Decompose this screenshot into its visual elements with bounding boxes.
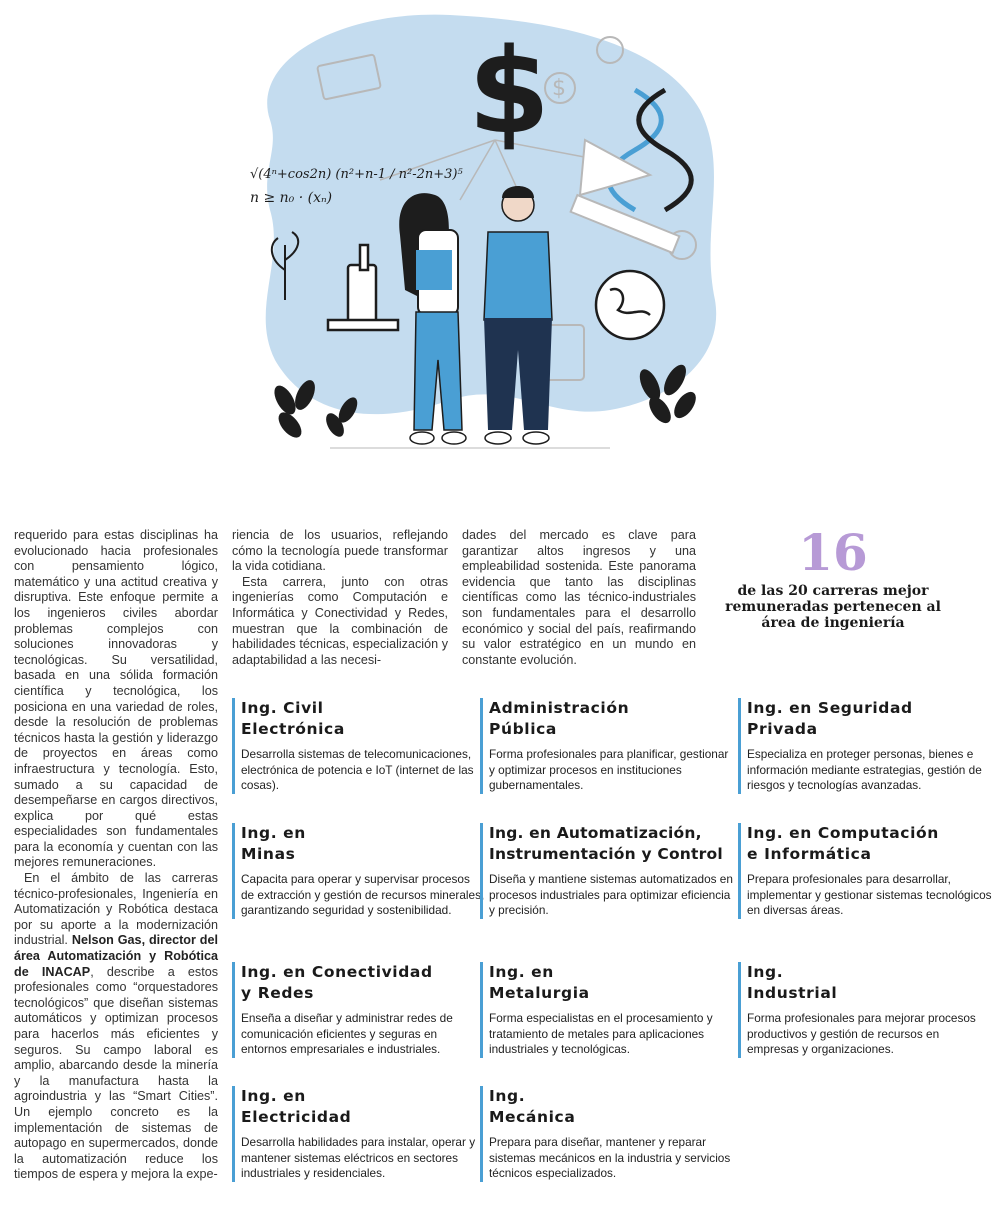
hero-illustration [230,0,730,470]
career-title [489,698,734,740]
career-card [232,823,486,919]
career-title [747,698,992,740]
stat-number: 16 [798,523,868,582]
career-title-line-2: Mecánica [489,1108,576,1126]
career-title-line-2: Pública [489,720,557,738]
career-card [232,1086,486,1182]
career-title [489,823,739,865]
career-description: Desarrolla sistemas de telecomunicaciones, electrónica de potencia e IoT (internet de las cosas). [241,747,474,792]
career-description: Desarrolla habilidades para instalar, operar y mantener sistemas eléctricos en sectores industriales y residenciales. [241,1135,476,1180]
globe-icon [596,271,664,339]
career-title-line-2: Industrial [747,984,838,1002]
career-card [232,962,486,1058]
article-column-2 [232,528,448,668]
article-text: En el ámbito de las carreras técnico-profesionales, Ingeniería en Automatización y Robótica destaca por su aporte a la modernización industrial. [14,871,218,948]
career-title [241,962,486,1004]
dollar-sign: $ [468,22,551,160]
career-title-line-1: Ing. Civil [241,699,324,717]
career-card [738,962,992,1058]
career-title-line-2: Electricidad [241,1108,352,1126]
career-card [232,698,486,794]
formula-line-2: n ≥ n₀ · (xₙ) [250,190,333,206]
article-paragraph [14,871,218,1183]
career-description: Especializa en proteger personas, bienes e información mediante estrategias, gestión de riesgos y tecnologías avanzadas. [747,747,982,792]
career-title [241,698,486,740]
coin-symbol-top: $ [552,76,566,101]
career-description: Prepara profesionales para desarrollar, implementar y gestionar sistemas tecnológicos en diversas áreas. [747,872,992,917]
career-description: Capacita para operar y supervisar procesos de extracción y gestión de recursos minerales, garantizando seguridad y sostenibilidad. [241,872,485,917]
career-title-line-1: Ing. en Automatización, [489,824,702,842]
career-title-line-1: Ing. en Computación [747,824,939,842]
article-column-1 [14,528,218,1183]
career-title-line-1: Ing. [747,963,784,981]
career-title-line-2: Instrumentación y Control [489,845,723,863]
career-card [480,962,734,1058]
career-card [738,823,992,919]
career-title [489,1086,734,1128]
career-description: Prepara para diseñar, mantener y reparar sistemas mecánicos en la industria y servicios técnicos especializados. [489,1135,731,1180]
career-title-line-2: Privada [747,720,818,738]
career-title [241,823,486,865]
formula-line-1: √(4ⁿ+cos2n) (n²+n-1 / n²-2n+3)⁵ [250,167,463,182]
article-column-3 [462,528,696,668]
career-description: Forma especialistas en el procesamiento y tratamiento de metales para aplicaciones industriales y tecnológicas. [489,1011,713,1056]
article-paragraph: requerido para estas disciplinas ha evolucionado hacia profesionales con pensamiento lógico, matemático y una actitud creativa y disruptiva. Este enfoque permite a los ingenieros civiles abordar problemas complejos con soluciones innovadoras y tecnológicas. Su versatilidad, basada en una sólida formación científica y tecnológica, los posiciona en una variedad de roles, desde la resolución de problemas técnicos hasta la gestión y liderazgo de proyectos en áreas como infraestructura y tecnología. Esto, sumado a su capacidad de desempeñarse en cargos directivos, explica por qué estas especialidades son fundamentales para la economía y cuentan con las mejores remuneraciones. [14,528,218,870]
article-paragraph: riencia de los usuarios, reflejando cómo la tecnología puede transformar la vida cotidiana. [232,528,448,574]
stat-callout [706,525,960,631]
career-description: Forma profesionales para planificar, gestionar y optimizar procesos en instituciones gubernamentales. [489,747,729,792]
article-paragraph: Esta carrera, junto con otras ingenierías como Computación e Informática y Conectividad y Redes, muestran que la combinación de habilidades técnicas, especialización y adaptabilidad a las necesi- [232,574,448,667]
career-title-line-2: e Informática [747,845,872,863]
career-title [747,962,992,1004]
career-card [480,1086,734,1182]
article-text: , describe a estos profesionales como “orquestadores tecnológicos” que diseñan sistemas automáticos y optimizan procesos para hacerlos más eficientes y seguros. Su campo laboral es amplio, abarcando desde la minería y la manufactura hasta la agroindustria y las “Smart Cities”. Un ejemplo concreto es la implementación de sistemas de autopago en supermercados, donde la automatización reduce los tiempos de espera y mejora la expe- [14,964,218,1182]
career-description: Diseña y mantiene sistemas automatizados en procesos industriales para optimizar eficiencia y precisión. [489,872,733,917]
career-title-line-1: Administración [489,699,630,717]
career-card [480,823,739,919]
career-title-line-1: Ing. en [241,1087,306,1105]
career-description: Enseña a diseñar y administrar redes de comunicación eficientes y seguras en entornos empresariales e industriales. [241,1011,453,1056]
article-paragraph: dades del mercado es clave para garantizar altos ingresos y una empleabilidad sostenida. Este panorama evidencia que tanto las disciplinas científicas como las técnico-industriales son fundamentales para el desarrollo económico y social del país, reafirmando su valor estratégico en un mundo en constante evolución. [462,528,696,667]
career-title-line-2: y Redes [241,984,314,1002]
career-card [738,698,992,794]
career-card [480,698,734,794]
career-title-line-1: Ing. [489,1087,526,1105]
stat-text: de las 20 carreras mejor remuneradas pertenecen al área de ingeniería [725,583,941,631]
career-title [241,1086,486,1128]
career-title-line-1: Ing. en Conectividad [241,963,433,981]
career-title [489,962,734,1004]
career-title-line-1: Ing. en [241,824,306,842]
career-title-line-1: Ing. en [489,963,554,981]
career-title-line-2: Electrónica [241,720,345,738]
career-description: Forma profesionales para mejorar procesos productivos y gestión de recursos en empresas y organizaciones. [747,1011,976,1056]
career-title-line-1: Ing. en Seguridad [747,699,913,717]
career-title-line-2: Metalurgia [489,984,590,1002]
career-title [747,823,992,865]
article-bold-name: Nelson Gas, director del área Automatización y Robótica de INACAP [14,933,219,979]
career-title-line-2: Minas [241,845,296,863]
